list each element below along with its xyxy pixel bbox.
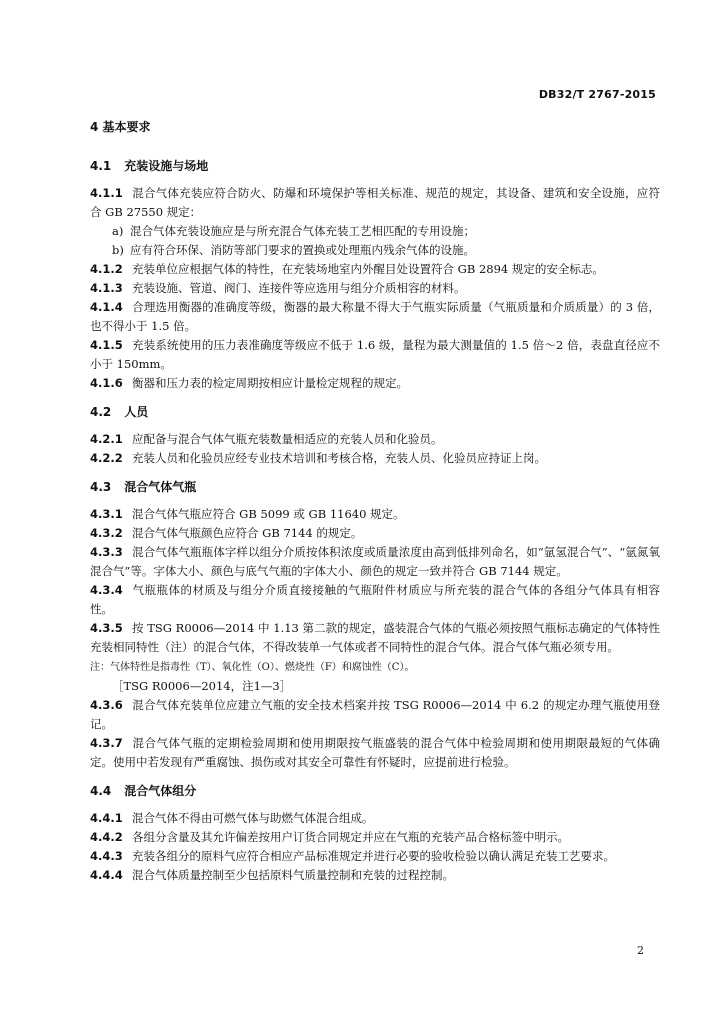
- clause-number: 4.3.5: [90, 621, 123, 635]
- document-body: [90, 118, 660, 885]
- clause-number: 4.3.3: [90, 545, 123, 559]
- clause-text: 混合气体不得由可燃气体与助燃气体混合组成。: [132, 811, 374, 825]
- clause-text: 混合气体充装应符合防火、防爆和环境保护等相关标准、规范的规定，其设备、建筑和安全设施，应符合 GB 27550 规定：: [90, 186, 660, 219]
- heading-number: 4.3: [90, 480, 112, 494]
- page-number: 2: [637, 944, 644, 957]
- clause-text: 充装系统使用的压力表准确度等级应不低于 1.6 级，量程为最大测量值的 1.5 倍～2 倍，表盘直径应不小于 150mm。: [90, 338, 660, 371]
- clause-text: 充装单位应根据气体的特性，在充装场地室内外醒目处设置符合 GB 2894 规定的安全标志。: [132, 262, 604, 276]
- clause-4-2-2: [90, 449, 660, 468]
- clause-4-3-6: [90, 696, 660, 734]
- section-heading-4: 4 基本要求: [90, 120, 151, 134]
- clause-text: 混合气体气瓶应符合 GB 5099 或 GB 11640 规定。: [132, 507, 405, 521]
- section-heading-4-2: [90, 403, 660, 420]
- clause-number: 4.3.7: [90, 736, 123, 750]
- clause-number: 4.3.2: [90, 526, 123, 540]
- clause-4-3-5: [90, 619, 660, 657]
- clause-number: 4.1.4: [90, 300, 123, 314]
- heading-title: 充装设施与场地: [124, 159, 209, 173]
- clause-text: 充装人员和化验员应经专业技术培训和考核合格，充装人员、化验员应持证上岗。: [132, 451, 546, 465]
- clause-text: 合理选用衡器的准确度等级，衡器的最大称量不得大于气瓶实际质量（气瓶质量和介质质量）的 3 倍，也不得小于 1.5 倍。: [90, 300, 660, 333]
- heading-number: 4.2: [90, 405, 112, 419]
- clause-text: 混合气体质量控制至少包括原料气质量控制和充装的过程控制。: [132, 868, 454, 882]
- section-heading-4-4: [90, 782, 660, 799]
- clause-number: 4.4.1: [90, 811, 123, 825]
- section-heading-4-1: [90, 157, 660, 174]
- clause-text: 混合气体充装单位应建立气瓶的安全技术档案并按 TSG R0006—2014 中 6.2 的规定办理气瓶使用登记。: [90, 698, 660, 731]
- clause-text: 混合气体气瓶瓶体字样以组分介质按体积浓度或质量浓度由高到低排列命名，如“氩氢混合气”、“氩氮氧混合气”等。字体大小、颜色与底气气瓶的字体大小、颜色的规定一致并符合 GB 7144 规定。: [90, 545, 660, 578]
- clause-number: 4.3.1: [90, 507, 123, 521]
- clause-number: 4.2.1: [90, 432, 123, 446]
- clause-4-4-4: [90, 866, 660, 885]
- clause-4-1-5: [90, 336, 660, 374]
- heading-number: 4.4: [90, 784, 112, 798]
- clause-text: 应配备与混合气体气瓶充装数量相适应的充装人员和化验员。: [132, 432, 443, 446]
- list-marker: b): [112, 243, 124, 257]
- clause-text: 气瓶瓶体的材质及与组分介质直接接触的气瓶附件材质应与所充装的混合气体的各组分气体具有相容性。: [90, 583, 660, 616]
- clause-number: 4.1.2: [90, 262, 123, 276]
- heading-title: 混合气体气瓶: [124, 480, 197, 494]
- clause-4-1-4: [90, 298, 660, 336]
- clause-4-1-3: [90, 279, 660, 298]
- clause-4-4-1: [90, 809, 660, 828]
- clause-text: 各组分含量及其允许偏差按用户订货合同规定并应在气瓶的充装产品合格标签中明示。: [132, 830, 569, 844]
- clause-4-1-6: [90, 374, 660, 393]
- standard-code: DB32/T 2767-2015: [538, 88, 656, 101]
- clause-number: 4.3.4: [90, 583, 123, 597]
- clause-number: 4.4.4: [90, 868, 123, 882]
- heading-title: 人员: [124, 405, 149, 419]
- clause-4-3-4: [90, 581, 660, 619]
- clause-number: 4.4.2: [90, 830, 123, 844]
- clause-4-1-1: [90, 184, 660, 222]
- clause-4-3-2: [90, 524, 660, 543]
- clause-number: 4.1.6: [90, 376, 123, 390]
- clause-4-3-3: [90, 543, 660, 581]
- clause-4-3-7: [90, 734, 660, 772]
- clause-text: 按 TSG R0006—2014 中 1.13 第二款的规定，盛装混合气体的气瓶必须按照气瓶标志确定的气体特性充装相同特性（注）的混合气体，不得改装单一气体或者不同特性的混合气体。混合气体气瓶必须专用。: [90, 621, 660, 654]
- clause-text: 混合气体气瓶颜色应符合 GB 7144 的规定。: [132, 526, 363, 540]
- clause-4-1-2: [90, 260, 660, 279]
- section-heading-4-3: [90, 478, 660, 495]
- clause-number: 4.4.3: [90, 849, 123, 863]
- list-text: 混合气体充装设施应是与所充混合气体充装工艺相匹配的专用设施；: [130, 224, 475, 238]
- clause-number: 4.1.3: [90, 281, 123, 295]
- note: 注：气体特性是指毒性（T）、氧化性（O）、燃烧性（F）和腐蚀性（C）。: [90, 662, 415, 673]
- clause-number: 4.1.1: [90, 186, 123, 200]
- clause-4-4-2: [90, 828, 660, 847]
- clause-4-4-3: [90, 847, 660, 866]
- heading-number: 4.1: [90, 159, 112, 173]
- clause-text: 充装设施、管道、阀门、连接件等应选用与组分介质相容的材料。: [132, 281, 466, 295]
- list-marker: a): [112, 224, 124, 238]
- clause-number: 4.2.2: [90, 451, 123, 465]
- clause-text: 充装各组分的原料气应符合相应产品标准规定并进行必要的验收检验以确认满足充装工艺要求。: [132, 849, 615, 863]
- clause-number: 4.1.5: [90, 338, 123, 352]
- list-item-b: [112, 241, 660, 260]
- list-text: 应有符合环保、消防等部门要求的置换或处理瓶内残余气体的设施。: [130, 243, 475, 257]
- reference: ［TSG R0006—2014，注1—3］: [112, 679, 292, 693]
- clause-text: 混合气体气瓶的定期检验周期和使用期限按气瓶盛装的混合气体中检验周期和使用期限最短的气体确定。使用中若发现有严重腐蚀、损伤或对其安全可靠性有怀疑时，应提前进行检验。: [90, 736, 660, 769]
- clause-4-3-1: [90, 505, 660, 524]
- clause-text: 衡器和压力表的检定周期按相应计量检定规程的规定。: [132, 376, 408, 390]
- clause-4-2-1: [90, 430, 660, 449]
- list-item-a: [112, 222, 660, 241]
- clause-number: 4.3.6: [90, 698, 123, 712]
- heading-title: 混合气体组分: [124, 784, 197, 798]
